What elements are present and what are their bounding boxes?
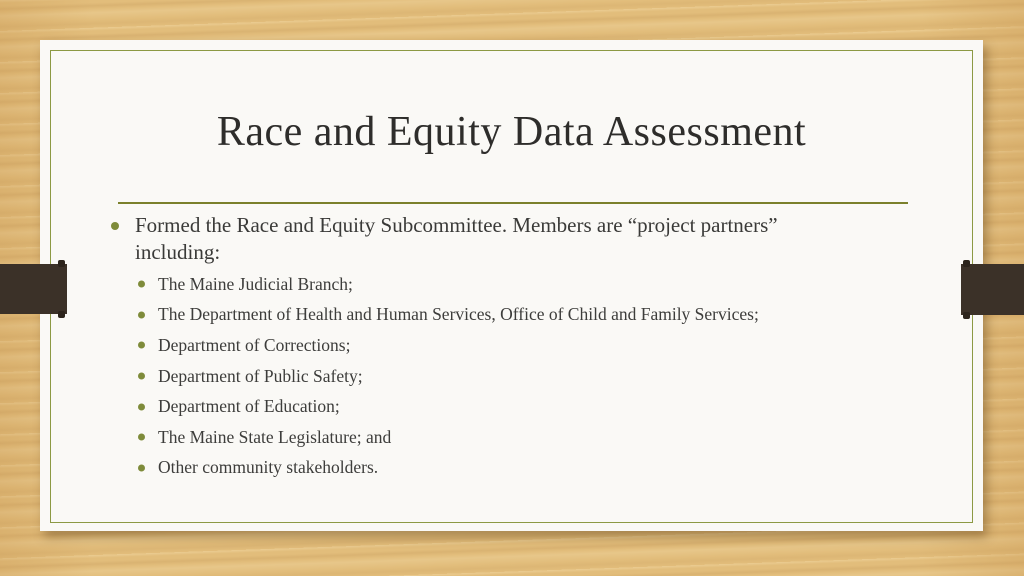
list-item (40, 422, 983, 453)
sub-bullet-text: The Maine Judicial Branch; (158, 273, 353, 294)
bullet-dot-icon (138, 434, 145, 441)
slide (40, 40, 983, 531)
sub-bullet-list (40, 269, 983, 483)
list-item (40, 330, 983, 361)
main-bullet-text-line-1: Formed the Race and Equity Subcommittee. Members are “project partners” (135, 213, 778, 237)
list-item (40, 361, 983, 392)
sub-bullet-text: The Department of Health and Human Services, Office of Child and Family Services; (158, 304, 759, 325)
list-item (40, 391, 983, 422)
sub-bullet-text: The Maine State Legislature; and (158, 426, 392, 447)
bullet-dot-icon (138, 464, 145, 471)
bullet-dot-icon (111, 222, 119, 230)
title-divider (118, 202, 908, 204)
bullet-dot-icon (138, 281, 145, 288)
sub-bullet-text: Other community stakeholders. (158, 457, 379, 478)
sub-bullet-text: Department of Education; (158, 396, 340, 417)
main-bullet-text-line-2: including: (135, 239, 221, 264)
bullet-dot-icon (138, 311, 145, 318)
main-bullet-item (40, 212, 983, 265)
slide-title: Race and Equity Data Assessment (216, 109, 807, 155)
left-edge-ribbon (0, 264, 67, 314)
bullet-dot-icon (138, 403, 145, 410)
bullet-dot-icon (138, 342, 145, 349)
right-edge-ribbon (961, 264, 1024, 315)
list-item (40, 453, 983, 484)
sub-bullet-text: Department of Corrections; (158, 334, 351, 355)
list-item (40, 300, 983, 331)
slide-body (40, 212, 983, 483)
sub-bullet-text: Department of Public Safety; (158, 365, 363, 386)
bullet-dot-icon (138, 373, 145, 380)
list-item (40, 269, 983, 300)
